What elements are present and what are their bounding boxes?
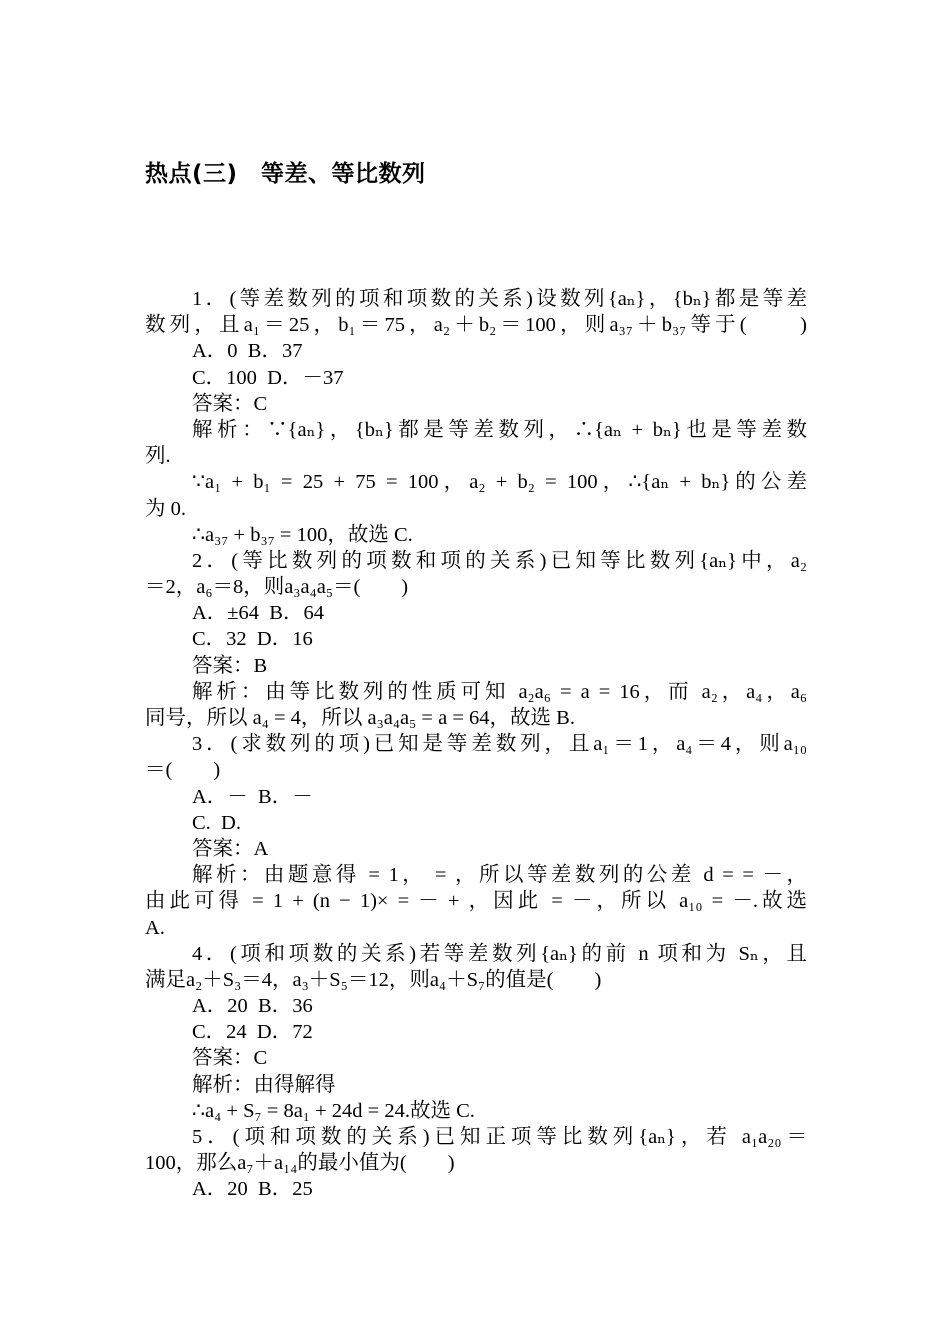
text-line: C. D. xyxy=(192,811,241,834)
text-line: 同号，所以 a₄ = 4，所以 a₃a₄a₅ = a = 64，故选 B. xyxy=(145,707,575,729)
text-line: ∵a₁ + b₁ = 25 + 75 = 100，a₂ + b₂ = 100，∴{aₙ + bₙ}的公差 xyxy=(192,471,807,494)
text-line: 5．(项和项数的关系)已知正项等比数列{aₙ}，若 a₁a₂₀＝ xyxy=(192,1126,807,1148)
text-line: 满足a₂＋S₃＝4，a₃＋S₅＝12，则a₄＋S₇的值是( ) xyxy=(145,968,602,991)
text-line: C．32 D．16 xyxy=(192,628,313,651)
text-line: 100，那么a₇＋a₁₄的最小值为( ) xyxy=(145,1152,455,1175)
page-title: 热点(三) 等差、等比数列 xyxy=(145,161,426,187)
text-line: 2．(等比数列的项数和项的关系)已知等比数列{aₙ}中，a₂ xyxy=(192,549,807,572)
text-line: 1．(等差数列的项和项数的关系)设数列{aₙ}，{bₙ}都是等差 xyxy=(192,288,807,310)
text-line: 由此可得 = 1 + (n − 1)× = － + ，因此 = －，所以 a₁₀ = －.故选 xyxy=(145,890,807,913)
text-line: 答案：C xyxy=(192,392,268,415)
text-line: A．－ B．－ xyxy=(192,785,313,808)
text-line: 为 0. xyxy=(145,497,186,520)
text-line: ∴a₃₇ + b₃₇ = 100，故选 C. xyxy=(192,523,413,546)
text-line: 解析：由题意得 = 1， = ，所以等差数列的公差 d = = －， xyxy=(192,864,807,887)
text-line: 列. xyxy=(145,445,171,468)
text-line: ∴a₄ + S₇ = 8a₁ + 24d = 24.故选 C. xyxy=(192,1099,475,1122)
text-line: C．24 D．72 xyxy=(192,1021,313,1044)
text-line: 解析：由得解得 xyxy=(192,1073,336,1096)
document-body xyxy=(145,286,807,1203)
text-line: 答案：B xyxy=(192,654,268,677)
text-line: A．20 B．25 xyxy=(192,1178,313,1201)
text-line: 解析：由等比数列的性质可知 a₂a₆ = a = 16，而 a₂，a₄，a₆ xyxy=(192,680,807,703)
text-line: 解析：∵{aₙ}，{bₙ}都是等差数列，∴{aₙ + bₙ}也是等差数 xyxy=(192,418,807,441)
text-line: 答案：A xyxy=(192,837,269,860)
text-line: ＝( ) xyxy=(145,759,221,782)
text-line: ＝2，a₆＝8，则a₃a₄a₅＝( ) xyxy=(145,576,409,599)
text-line: 答案：C xyxy=(192,1047,268,1070)
text-line: A. xyxy=(145,916,165,939)
text-line: 3．(求数列的项)已知是等差数列，且a₁＝1，a₄＝4，则a₁₀ xyxy=(192,733,807,756)
text-line: A．±64 B．64 xyxy=(192,602,324,625)
text-line: 4．(项和项数的关系)若等差数列{aₙ}的前 n 项和为 Sₙ，且 xyxy=(192,942,807,965)
text-line: 数列，且a₁＝25，b₁＝75，a₂＋b₂＝100，则a₃₇＋b₃₇等于( ) xyxy=(145,314,807,337)
text-line: C．100 D．－37 xyxy=(192,366,344,389)
text-line: A．0 B．37 xyxy=(192,340,303,363)
text-line: A．20 B．36 xyxy=(192,995,313,1018)
